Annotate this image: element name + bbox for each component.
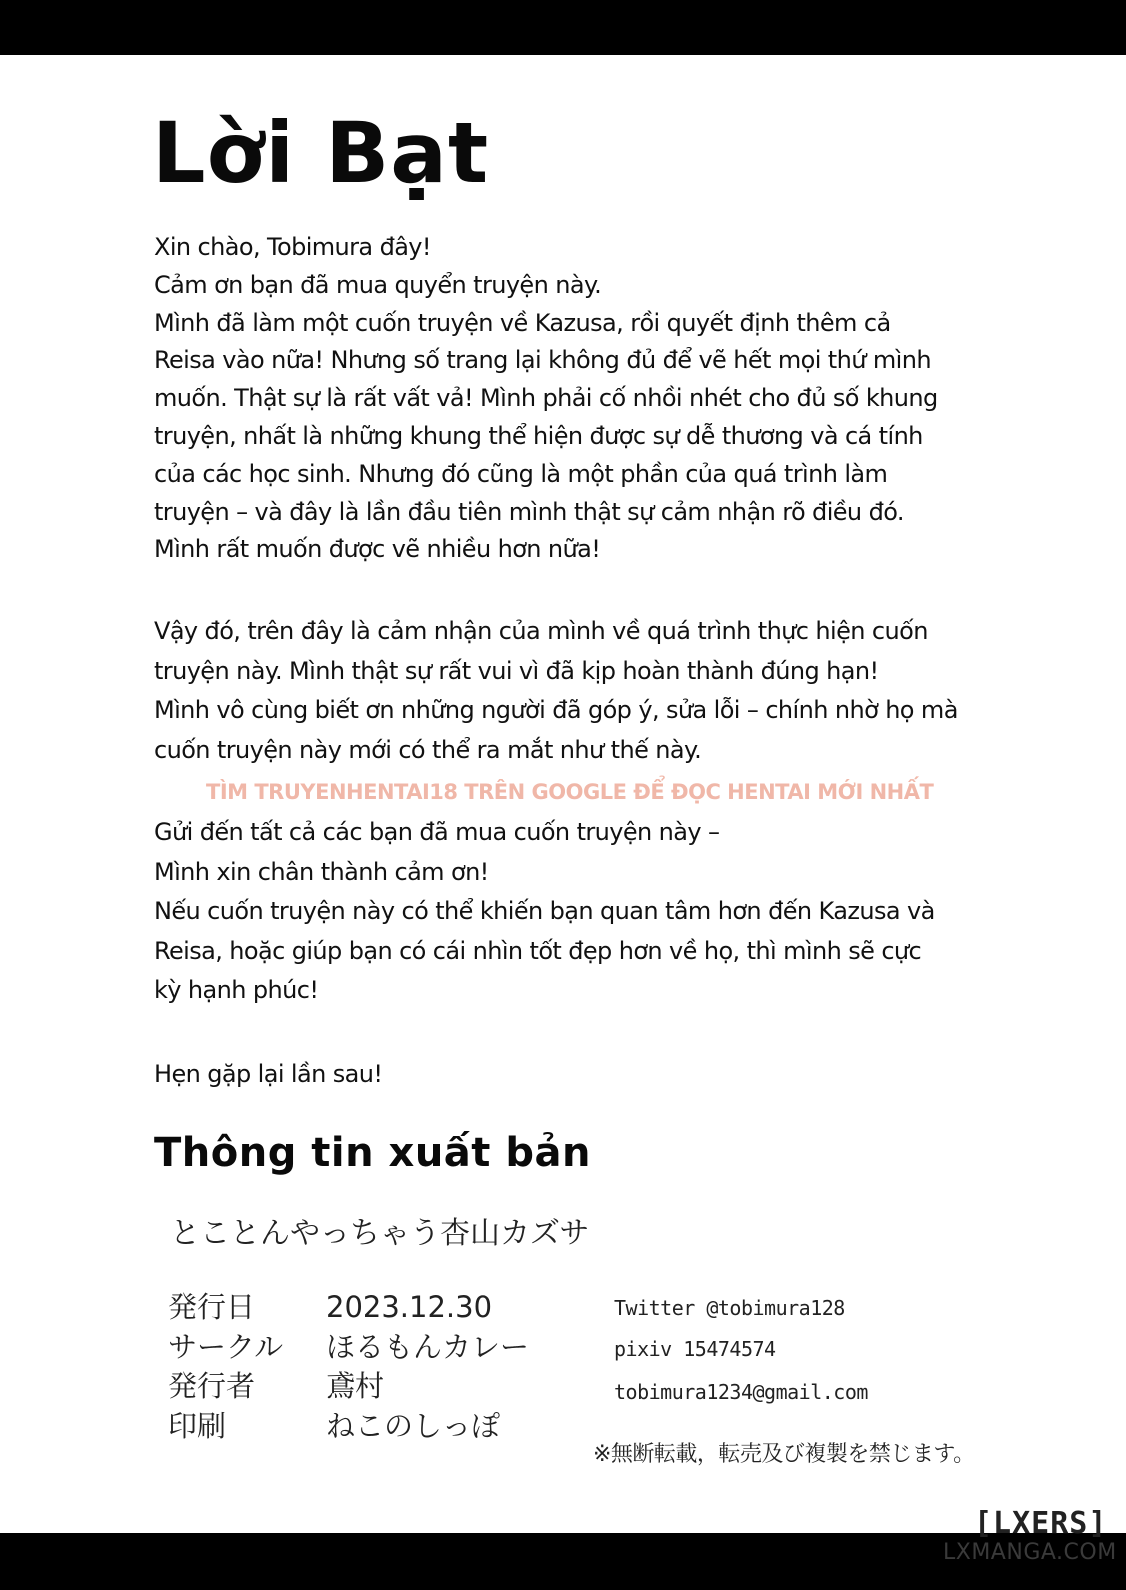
text-line: truyện – và đây là lần đầu tiên mình thật sự cảm nhận rõ điều đó. — [154, 497, 904, 526]
text-line: truyện này. Mình thật sự rất vui vì đã kịp hoàn thành đúng hạn! — [154, 656, 879, 685]
text-line: Vậy đó, trên đây là cảm nhận của mình về quá trình thực hiện cuốn — [154, 617, 928, 645]
info-key: 発行者 — [168, 1369, 256, 1403]
text-line: Reisa, hoặc giúp bạn có cái nhìn tốt đẹp hơn về họ, thì mình sẽ cực — [154, 936, 922, 965]
text-line: Mình đã làm một cuốn truyện về Kazusa, rồi quyết định thêm cả — [154, 308, 891, 337]
text-line: cuốn truyện này mới có thể ra mắt như thế này. — [154, 735, 702, 764]
info-key: 印刷 — [168, 1408, 227, 1443]
info-value: 鳶村 — [326, 1369, 385, 1403]
publication-heading: Thông tin xuất bản — [154, 1130, 591, 1176]
info-key: サークル — [168, 1329, 284, 1364]
text-line: Nếu cuốn truyện này có thể khiến bạn quan tâm hơn đến Kazusa và — [154, 897, 935, 925]
text-line: Cảm ơn bạn đã mua quyển truyện này. — [154, 270, 602, 299]
text-line: truyện, nhất là những khung thể hiện được sự dễ thương và cá tính — [154, 421, 923, 450]
twitter-contact: Twitter @tobimura128 — [614, 1296, 845, 1320]
text-line: Mình xin chân thành cảm ơn! — [154, 857, 489, 886]
afterword-closing — [154, 1056, 1054, 1094]
pixiv-contact: pixiv 15474574 — [614, 1337, 776, 1361]
copyright-notice: ※無断転載，転売及び複製を禁じます。 — [593, 1442, 975, 1467]
brand-logo: [LXERS] — [974, 1506, 1108, 1541]
text-line: Reisa vào nữa! Nhưng số trang lại không đủ để vẽ hết mọi thứ mình — [154, 346, 931, 375]
text-line: Gửi đến tất cả các bạn đã mua cuốn truyện này – — [154, 818, 720, 846]
text-line: Xin chào, Tobimura đây! — [154, 233, 431, 261]
afterword-paragraph-1 — [154, 229, 1054, 569]
book-title: とことんやっちゃう杏山カズサ — [170, 1216, 590, 1251]
text-line: kỳ hạnh phúc! — [154, 976, 319, 1004]
text-line: muốn. Thật sự là rất vất vả! Mình phải cố nhồi nhét cho đủ số khung — [154, 384, 938, 413]
info-value: ねこのしっぽ — [326, 1408, 501, 1443]
watermark-text: TÌM TRUYENHENTAI18 TRÊN GOOGLE ĐỂ ĐỌC HENTAI MỚI NHẤT — [206, 780, 934, 804]
text-line: Mình vô cùng biết ơn những người đã góp ý, sửa lỗi – chính nhờ họ mà — [154, 696, 958, 724]
brand-site-watermark: LXMANGA.COM — [943, 1540, 1117, 1565]
text-line: Mình rất muốn được vẽ nhiều hơn nữa! — [154, 535, 601, 564]
info-value: ほるもんカレー — [326, 1329, 530, 1364]
closing-line: Hẹn gặp lại lần sau! — [154, 1060, 383, 1088]
info-key: 発行日 — [168, 1290, 256, 1324]
afterword-paragraph-3 — [154, 813, 1054, 1011]
top-black-bar — [0, 0, 1126, 55]
email-contact: tobimura1234@gmail.com — [614, 1380, 868, 1404]
afterword-paragraph-2 — [154, 612, 1054, 770]
page-title: Lời Bạt — [152, 104, 490, 202]
info-value: 2023.12.30 — [326, 1290, 493, 1324]
text-line: của các học sinh. Nhưng đó cũng là một phần của quá trình làm — [154, 459, 888, 488]
